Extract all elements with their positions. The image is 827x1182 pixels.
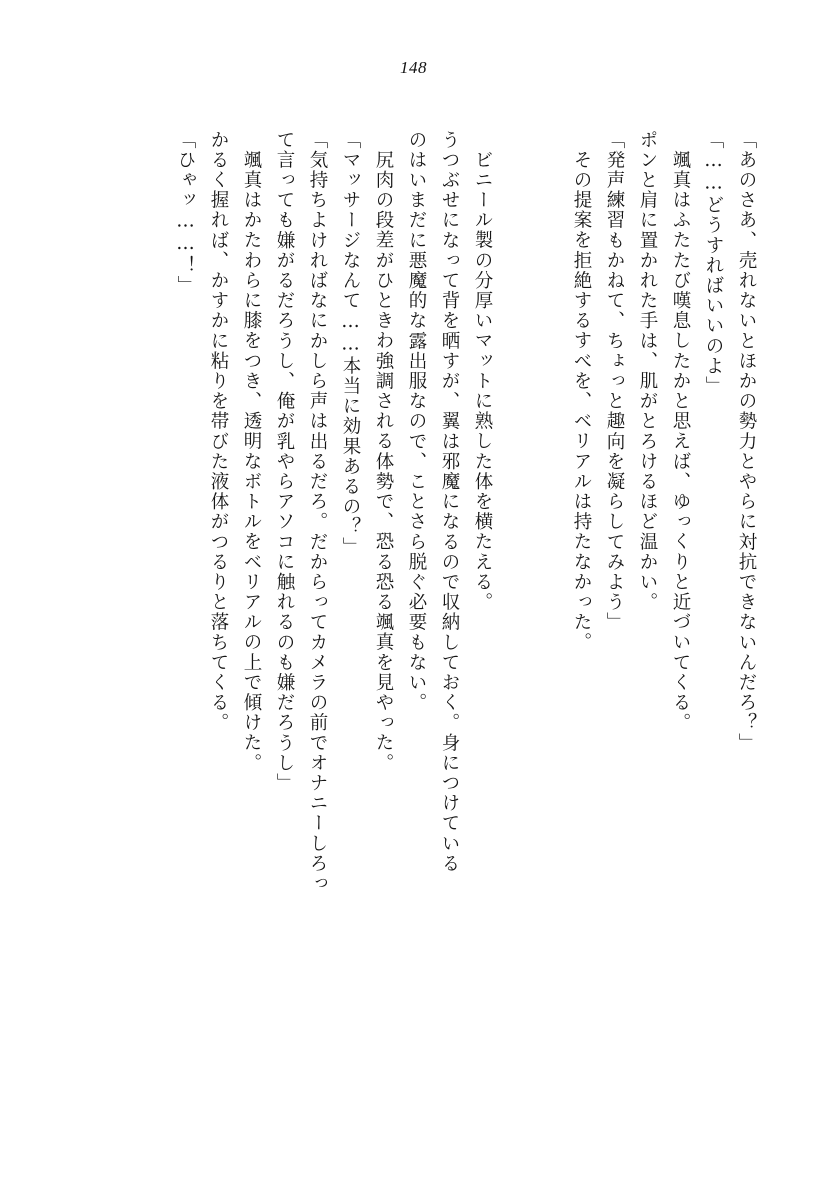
text-line: のはいまだに悪魔的な露出服なので、ことさら脱ぐ必要もない。 [406,130,427,713]
text-line: 颯真はかたわらに膝をつき、透明なボトルをベリアルの上で傾けた。 [241,150,262,774]
text-line: 「……どうすればいいのよ」 [703,130,724,397]
page-number: 148 [400,58,427,77]
text-line: 「気持ちよければなにかしら声は出るだろ。だからってカメラの前でオナニーしろっ [307,130,328,894]
text-line: 「ひゃッ……！」 [175,130,196,296]
text-line: 「発声練習もかねて、ちょっと趣向を凝らしてみよう」 [604,130,625,633]
text-line [491,130,524,1085]
text-line [524,130,557,1085]
text-line: ポンと肩に置かれた手は、肌がとろけるほど温かい。 [637,130,658,613]
text-line: 尻肉の段差がひときわ強調される体勢で、恐る恐る颯真を見やった。 [373,150,394,774]
text-line: その提案を拒絶するすべを、ベリアルは持たなかった。 [571,150,592,653]
text-line: ビニール製の分厚いマットに熟した体を横たえる。 [472,150,493,613]
text-line: うつぶせになって背を晒すが、翼は邪魔になるので収納しておく。身につけている [439,130,460,874]
text-line: 「マッサージなんて……本当に効果あるの？」 [340,130,361,558]
text-line: 颯真はふたたび嘆息したかと思えば、ゆっくりと近づいてくる。 [670,150,691,733]
text-line: て言っても嫌がるだろうし、俺が乳やらアソコに触れるのも嫌だろうし」 [274,130,295,794]
vertical-text-body [72,130,755,1090]
text-line: かるく握れば、かすかに粘りを帯びた液体がつるりと落ちてくる。 [208,130,229,733]
text-line: 「あのさあ、売れないとほかの勢力とやらに対抗できないんだろ？」 [736,130,757,754]
